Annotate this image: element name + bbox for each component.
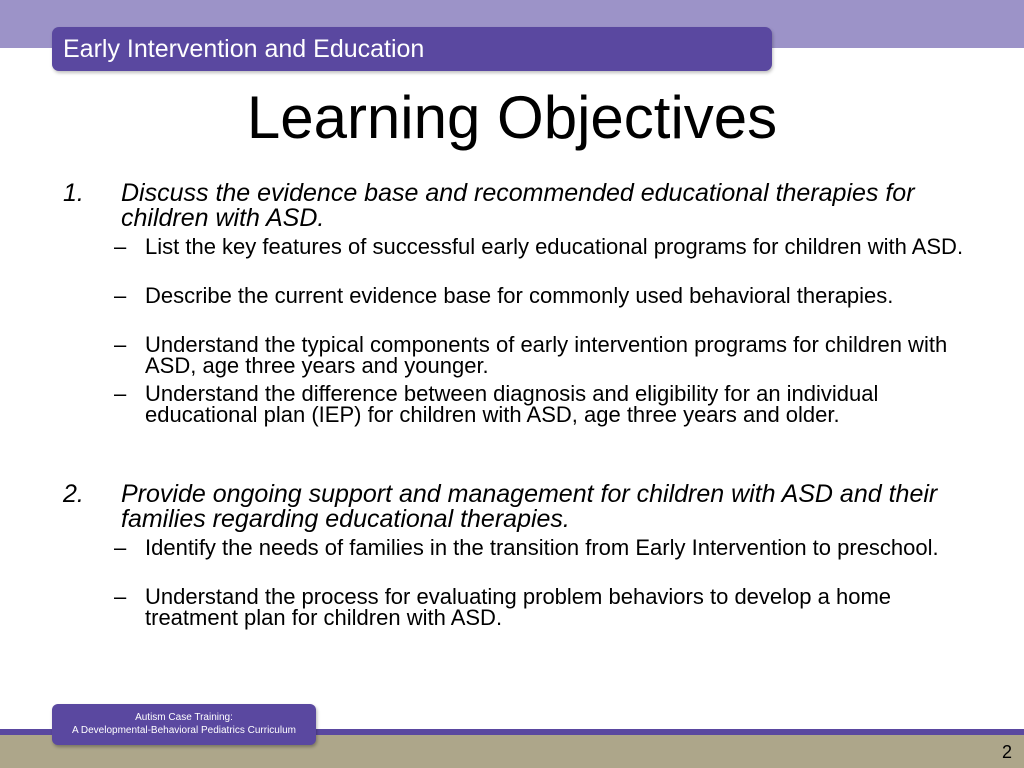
curriculum-badge xyxy=(52,704,316,745)
slide-title: Learning Objectives xyxy=(246,84,778,151)
bullet-dash: – xyxy=(114,283,127,308)
badge-line-2: A Developmental-Behavioral Pediatrics Curriculum xyxy=(72,725,296,736)
bullet-dash: – xyxy=(114,234,127,259)
objective-number: 2. xyxy=(63,480,84,508)
section-title: Early Intervention and Education xyxy=(63,35,425,63)
objective-number: 1. xyxy=(63,179,84,207)
sub-objective-text: Understand the typical components of early intervention programs for children with ASD, age three years and younger. xyxy=(145,332,948,378)
sub-objective-text: Identify the needs of families in the transition from Early Intervention to preschool. xyxy=(145,535,939,560)
sub-objective-text: Understand the process for evaluating problem behaviors to develop a home treatment plan for children with ASD. xyxy=(145,584,892,630)
sub-objective-text: List the key features of successful early educational programs for children with ASD. xyxy=(145,234,964,259)
objective-text: Provide ongoing support and management for children with ASD and their families regarding educational therapies. xyxy=(121,480,938,533)
page-number: 2 xyxy=(1001,742,1012,762)
badge-line-1: Autism Case Training: xyxy=(135,712,233,723)
sub-objective-text: Understand the difference between diagnosis and eligibility for an individual educational plan (IEP) for children with ASD, age three years and older. xyxy=(145,381,879,427)
sub-objective-text: Describe the current evidence base for commonly used behavioral therapies. xyxy=(145,283,894,308)
bullet-dash: – xyxy=(114,535,127,560)
bullet-dash: – xyxy=(114,584,127,609)
bullet-dash: – xyxy=(114,332,127,357)
bullet-dash: – xyxy=(114,381,127,406)
objective-text: Discuss the evidence base and recommended educational therapies for children with ASD. xyxy=(121,179,915,232)
